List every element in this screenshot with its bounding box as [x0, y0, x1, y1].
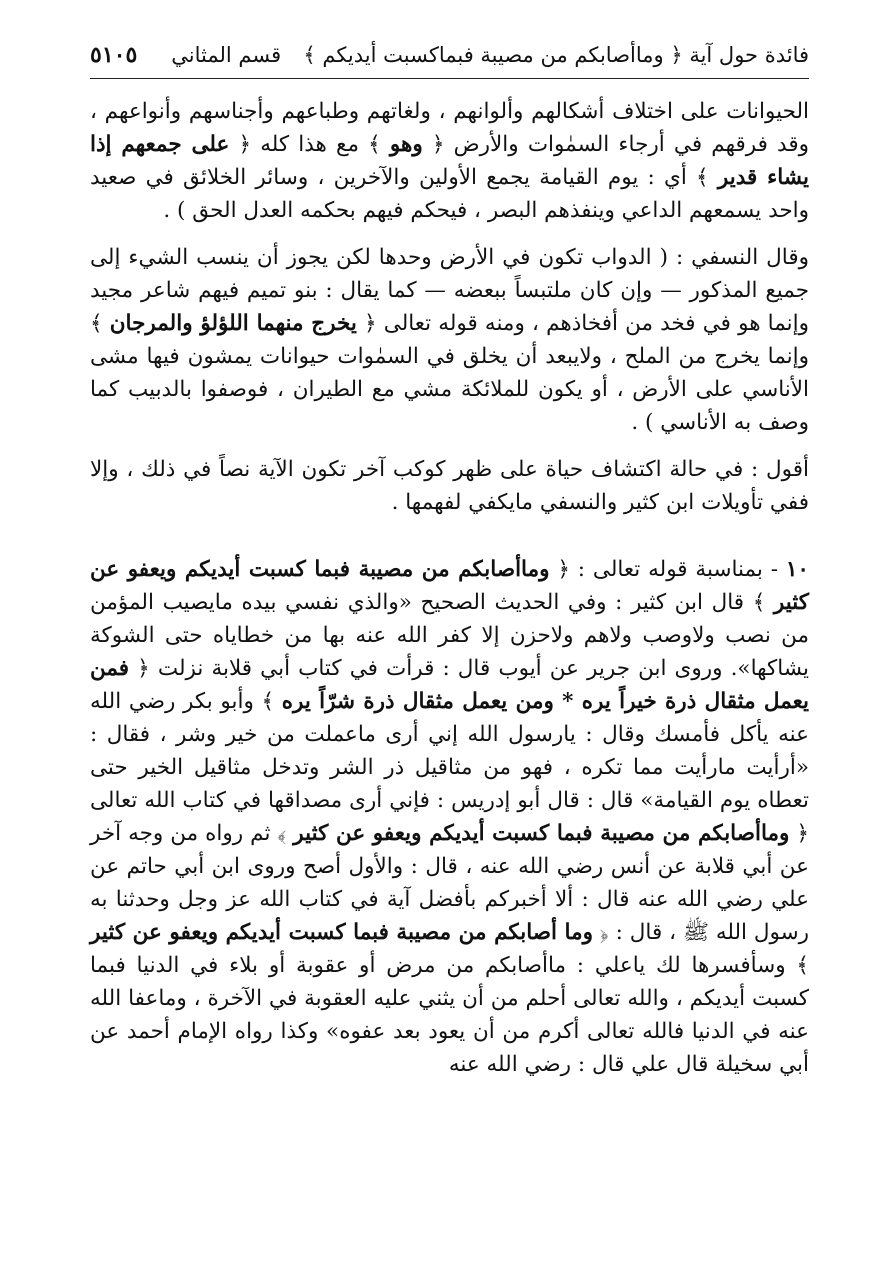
- quran-verse-text: وماأصابكم من مصيبة فبما كسبت أيديكم ويعفو عن كثير: [90, 557, 809, 615]
- body-text: [90, 95, 809, 1081]
- paragraph-text: أقول : في حالة اكتشاف حياة على ظهر كوكب آخر تكون الآية نصاً في ذلك ، وإلا ففي تأويلات ابن كثير والنسفي مايكفي لفهمها .: [90, 457, 809, 515]
- paragraph-text: ﴾ أي : يوم القيامة يجمع الأولين والآخرين ، وسائر الخلائق في صعيد واحد يسمعهم الداعي وينفذهم البصر ، فيحكم فيهم بحكمه العدل الحق ) .: [90, 165, 809, 223]
- paragraph-text: وقال النسفي : ( الدواب تكون في الأرض وحدها لكن يجوز أن ينسب الشيء إلى جميع المذكور — وإن كان ملتبساً ببعضه — كما يقال : بنو تميم فيهم شاعر مجيد وإنما هو في فخد من أفخاذهم ، ومنه قوله تعالى ﴿: [90, 245, 809, 336]
- paragraph-text: ﴾ وإنما يخرج من الملح ، ولايبعد أن يخلق في السمٰوات حيوانات يمشون فيها مشى الأناسي على الأرض ، أو يكون للملائكة مشي مع الطيران ، فوصفوا بالدبيب كما وصف به الأناسي ) .: [90, 311, 809, 435]
- quran-verse-text: يخرج منهما اللؤلؤ والمرجان: [109, 311, 357, 336]
- paragraph: [90, 95, 809, 227]
- paragraph-text: ﴾ مع هذا كله ﴿: [229, 132, 390, 157]
- page-number: ٥١٠٥: [90, 42, 138, 68]
- paragraph: [90, 241, 809, 439]
- running-title: فائدة حول آية ﴿ وماأصابكم من مصيبة فبماكسبت أيديكم ﴾: [303, 43, 809, 67]
- quran-verse-text: وماأصابكم من مصيبة فبما كسبت أيديكم ويعفو عن كثير: [293, 821, 790, 846]
- quran-verse-text: فمن يعمل مثقال ذرة خيراً يره * ومن يعمل مثقال ذرة شرّاً يره: [90, 656, 809, 714]
- paragraph-text: ﴾ وأبو بكر رضي الله عنه يأكل فأمسك وقال : يارسول الله إني أرى ماعملت من خير وشر ، فقال : «أرأيت مارأيت مما تكره ، فهو من مثاقيل ذر الشر وتدخل مثاقيل الخير حتى تعطاه يوم القيامة» قال : قال أبو إدريس : فإني أرى مصداقها في كتاب الله تعالى ﴿: [90, 689, 810, 846]
- paragraph-text: الحيوانات على اختلاف أشكالهم وألوانهم ، ولغاتهم وطباعهم وأجناسهم وأنواعهم ، وقد فرقهم في أرجاء السمٰوات والأرض ﴿: [90, 99, 809, 157]
- paragraph: [90, 553, 809, 1081]
- paragraph-text: ﴾ قال ابن كثير : وفي الحديث الصحيح «والذي نفسي بيده مايصيب المؤمن من نصب ولاوصب ولاهم ولاحزن إلا كفر الله عنه بها من خطاياه حتى الشوكة يشاكها». وروى ابن جرير عن أيوب قال : قرأت في كتاب أبي قلابة نزلت ﴿: [90, 590, 809, 681]
- paragraph-text: ﴾ ثم رواه من وجه آخر عن أبي قلابة عن أنس رضي الله عنه ، قال : والأول أصح وروى ابن أبي حاتم عن علي رضي الله عنه قال : ألا أخبركم بأفضل آية في كتاب الله عز وجل وحدثنا به رسول الله ﷺ ، قال : ﴿: [90, 821, 810, 945]
- paragraph: [90, 453, 809, 519]
- quran-verse-text: وما أصابكم من مصيبة فبما كسبت أيديكم ويعفو عن كثير: [90, 920, 594, 945]
- paragraph-text: ﴾ وسأفسرها لك ياعلي : ماأصابكم من مرض أو عقوبة أو بلاء في الدنيا فبما كسبت أيديكم ، والله تعالى أحلم من أن يثني عليه العقوبة في الآخرة ، وماعفا الله عنه في الدنيا فالله تعالى أكرم من أن يعود بعد عفوه» وكذا رواه الإمام أحمد عن أبي سخيلة قال علي قال : رضي الله عنه: [90, 953, 809, 1077]
- page-header: [90, 44, 809, 79]
- quran-verse-text: ١٠: [785, 557, 809, 582]
- part-name: قسم المثاني: [171, 43, 282, 67]
- quran-verse-text: على جمعهم إذا يشاء قدير: [90, 132, 809, 190]
- paragraph-text: - بمناسبة قوله تعالى : ﴿: [549, 557, 786, 582]
- quran-verse-text: وهو: [389, 132, 423, 157]
